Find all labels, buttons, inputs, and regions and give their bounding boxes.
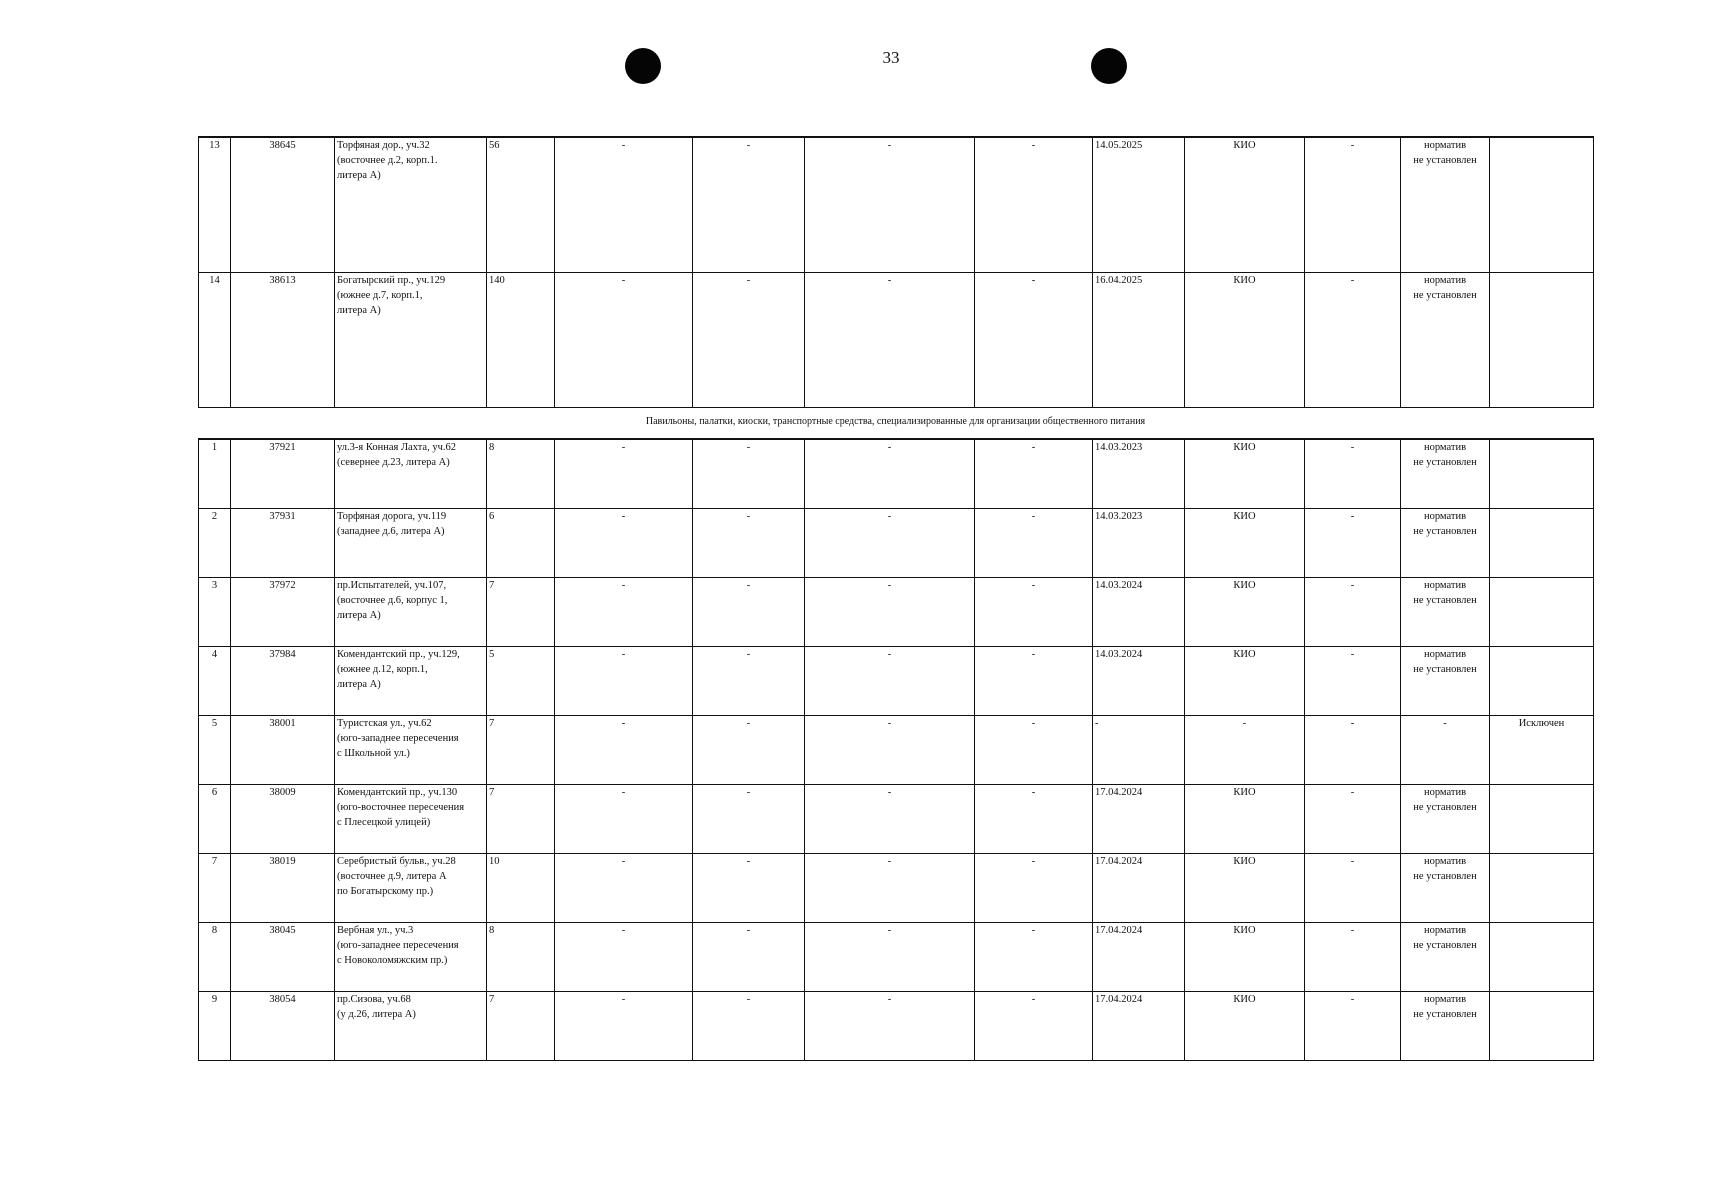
organization-cell: КИО <box>1185 784 1305 853</box>
row-number: 9 <box>199 991 231 1060</box>
status-cell <box>1490 922 1594 991</box>
address-cell-line: Комендантский пр., уч.130 <box>337 786 458 798</box>
address-cell-line: (юго-западнее пересечения <box>337 939 459 951</box>
cell-col7: - <box>805 853 975 922</box>
cell-col5: - <box>555 508 693 577</box>
cell-col8: - <box>975 508 1093 577</box>
cell-col11: - <box>1305 853 1401 922</box>
norm-note-cell <box>1401 508 1490 577</box>
cell-col5: - <box>555 922 693 991</box>
address-cell-line: с Школьной ул.) <box>337 747 410 759</box>
address-cell-line: литера А) <box>337 170 381 181</box>
row-number: 4 <box>199 646 231 715</box>
cell-col7: - <box>805 439 975 508</box>
area-value: 6 <box>487 508 555 577</box>
area-value: 7 <box>487 784 555 853</box>
address-cell <box>335 508 487 577</box>
objects-table-continued <box>198 136 1594 408</box>
date-cell: 14.03.2024 <box>1093 577 1185 646</box>
address-cell-line: (у д.26, литера А) <box>337 1008 416 1020</box>
cell-col7: - <box>805 922 975 991</box>
address-cell-line: (западнее д.6, литера А) <box>337 525 445 537</box>
date-cell: 14.03.2023 <box>1093 508 1185 577</box>
address-cell-line: Торфяная дор., уч.32 <box>337 140 430 151</box>
address-cell <box>335 646 487 715</box>
cell-col8: - <box>975 784 1093 853</box>
cell-col8: - <box>975 991 1093 1060</box>
cell-col8: - <box>975 646 1093 715</box>
date-cell: 14.03.2024 <box>1093 646 1185 715</box>
norm-note-cell-line: не установлен <box>1413 1008 1477 1020</box>
status-cell <box>1490 439 1594 508</box>
cell-col5: - <box>555 577 693 646</box>
cell-col11: - <box>1305 439 1401 508</box>
address-cell <box>335 137 487 272</box>
norm-note-cell-line: не установлен <box>1413 289 1477 301</box>
date-cell: 16.04.2025 <box>1093 272 1185 407</box>
address-cell <box>335 784 487 853</box>
status-cell <box>1490 272 1594 407</box>
norm-note-cell-line: не установлен <box>1413 525 1477 537</box>
cell-col5: - <box>555 991 693 1060</box>
table-row <box>199 137 1594 272</box>
cell-col6: - <box>693 784 805 853</box>
object-id: 37972 <box>231 577 335 646</box>
cell-col11: - <box>1305 646 1401 715</box>
address-cell-line: по Богатырскому пр.) <box>337 885 434 897</box>
cell-col5: - <box>555 137 693 272</box>
cell-col11: - <box>1305 991 1401 1060</box>
address-cell-line: Богатырский пр., уч.129 <box>337 274 446 286</box>
cell-col11: - <box>1305 508 1401 577</box>
cell-col5: - <box>555 715 693 784</box>
cell-col5: - <box>555 853 693 922</box>
cell-col7: - <box>805 991 975 1060</box>
norm-note-cell-line: норматив <box>1423 648 1467 660</box>
address-cell <box>335 853 487 922</box>
area-value: 7 <box>487 715 555 784</box>
cell-col8: - <box>975 853 1093 922</box>
area-value: 7 <box>487 991 555 1060</box>
section-caption: Павильоны, палатки, киоски, транспортные средства, специализированные для организации общественного питания <box>645 416 1146 427</box>
date-cell: 14.05.2025 <box>1093 137 1185 272</box>
address-cell-line: Серебристый бульв., уч.28 <box>337 855 456 867</box>
address-cell-line: (восточнее д.2, корп.1. <box>337 155 438 166</box>
table-row <box>199 508 1594 577</box>
cell-col7: - <box>805 272 975 407</box>
address-cell-line: (южнее д.12, корп.1, <box>337 663 428 675</box>
row-number: 1 <box>199 439 231 508</box>
cell-col6: - <box>693 137 805 272</box>
norm-note-cell-line: не установлен <box>1413 939 1477 951</box>
norm-note-cell-line: норматив <box>1423 442 1467 453</box>
norm-note-cell <box>1401 922 1490 991</box>
norm-note-cell-line: не установлен <box>1413 594 1477 606</box>
address-cell-line: литера А) <box>337 304 381 316</box>
cell-col6: - <box>693 853 805 922</box>
cell-col6: - <box>693 646 805 715</box>
address-cell-line: пр.Сизова, уч.68 <box>337 993 411 1005</box>
row-number: 2 <box>199 508 231 577</box>
object-id: 38613 <box>231 272 335 407</box>
norm-note-cell <box>1401 272 1490 407</box>
norm-note-cell <box>1401 439 1490 508</box>
organization-cell: КИО <box>1185 137 1305 272</box>
object-id: 37931 <box>231 508 335 577</box>
address-cell <box>335 272 487 407</box>
address-cell-line: Комендантский пр., уч.129, <box>337 648 460 660</box>
status-cell <box>1490 991 1594 1060</box>
address-cell-line: (юго-восточнее пересечения <box>337 801 465 813</box>
date-cell: 17.04.2024 <box>1093 991 1185 1060</box>
cell-col7: - <box>805 508 975 577</box>
organization-cell: КИО <box>1185 922 1305 991</box>
address-cell-line: (восточнее д.6, корпус 1, <box>337 594 448 606</box>
table-row <box>199 577 1594 646</box>
norm-note-cell-line: норматив <box>1423 274 1467 286</box>
cell-col8: - <box>975 577 1093 646</box>
cell-col11: - <box>1305 137 1401 272</box>
page-number: 33 <box>882 48 900 67</box>
address-cell-line: с Новоколомяжским пр.) <box>337 954 448 966</box>
cell-col7: - <box>805 646 975 715</box>
object-id: 38054 <box>231 991 335 1060</box>
status-cell <box>1490 577 1594 646</box>
row-number: 13 <box>199 137 231 272</box>
organization-cell: КИО <box>1185 853 1305 922</box>
cell-col5: - <box>555 272 693 407</box>
address-cell-line: литера А) <box>337 678 381 690</box>
address-cell <box>335 715 487 784</box>
object-id: 37984 <box>231 646 335 715</box>
cell-col5: - <box>555 784 693 853</box>
cell-col5: - <box>555 646 693 715</box>
address-cell-line: Вербная ул., уч.3 <box>337 924 414 936</box>
address-cell-line: (севернее д.23, литера А) <box>337 457 450 468</box>
cell-col8: - <box>975 137 1093 272</box>
norm-note-cell <box>1401 853 1490 922</box>
address-cell-line: (южнее д.7, корп.1, <box>337 289 423 301</box>
cell-col6: - <box>693 272 805 407</box>
table-row <box>199 272 1594 407</box>
cell-col11: - <box>1305 922 1401 991</box>
norm-note-cell-line: не установлен <box>1413 663 1477 675</box>
date-cell: 17.04.2024 <box>1093 853 1185 922</box>
cell-col6: - <box>693 508 805 577</box>
address-cell-line: Туристская ул., уч.62 <box>337 717 432 729</box>
status-cell: Исключен <box>1490 715 1594 784</box>
norm-note-cell <box>1401 715 1490 784</box>
cell-col6: - <box>693 715 805 784</box>
address-cell-line: (юго-западнее пересечения <box>337 732 459 744</box>
status-cell <box>1490 137 1594 272</box>
address-cell-line: ул.3-я Конная Лахта, уч.62 <box>337 442 456 453</box>
area-value: 7 <box>487 577 555 646</box>
cell-col6: - <box>693 991 805 1060</box>
row-number: 6 <box>199 784 231 853</box>
organization-cell: КИО <box>1185 646 1305 715</box>
table-row <box>199 439 1594 508</box>
catering-pavilions-table <box>198 438 1594 1061</box>
norm-note-cell <box>1401 784 1490 853</box>
area-value: 8 <box>487 439 555 508</box>
table-row <box>199 922 1594 991</box>
object-id: 38045 <box>231 922 335 991</box>
norm-note-cell-line: не установлен <box>1413 457 1477 468</box>
row-number: 8 <box>199 922 231 991</box>
address-cell-line: (восточнее д.9, литера А <box>337 870 447 882</box>
cell-col6: - <box>693 577 805 646</box>
cell-col6: - <box>693 922 805 991</box>
organization-cell: КИО <box>1185 991 1305 1060</box>
date-cell: 17.04.2024 <box>1093 922 1185 991</box>
date-cell: 17.04.2024 <box>1093 784 1185 853</box>
norm-note-cell-line: норматив <box>1423 786 1467 798</box>
organization-cell: КИО <box>1185 508 1305 577</box>
cell-col7: - <box>805 784 975 853</box>
address-cell-line: литера А) <box>337 609 381 621</box>
cell-col8: - <box>975 715 1093 784</box>
table-row <box>199 646 1594 715</box>
cell-col7: - <box>805 577 975 646</box>
norm-note-cell <box>1401 137 1490 272</box>
table-row <box>199 991 1594 1060</box>
cell-col11: - <box>1305 715 1401 784</box>
norm-note-cell-line: норматив <box>1423 510 1467 522</box>
norm-note-cell-line: норматив <box>1423 993 1467 1005</box>
status-cell <box>1490 853 1594 922</box>
cell-col11: - <box>1305 784 1401 853</box>
address-cell-line: пр.Испытателей, уч.107, <box>337 579 447 591</box>
norm-note-cell-line: норматив <box>1423 140 1467 151</box>
norm-note-cell-line: не установлен <box>1413 870 1477 882</box>
address-cell-line: Торфяная дорога, уч.119 <box>337 510 447 522</box>
area-value: 140 <box>487 272 555 407</box>
cell-col8: - <box>975 272 1093 407</box>
cell-col6: - <box>693 439 805 508</box>
norm-note-cell <box>1401 646 1490 715</box>
norm-note-cell-line: норматив <box>1423 855 1467 867</box>
area-value: 56 <box>487 137 555 272</box>
object-id: 38001 <box>231 715 335 784</box>
norm-note-cell-line: норматив <box>1423 924 1467 936</box>
object-id: 38645 <box>231 137 335 272</box>
status-cell <box>1490 646 1594 715</box>
cell-col11: - <box>1305 577 1401 646</box>
table-row <box>199 853 1594 922</box>
norm-note-cell <box>1401 991 1490 1060</box>
table-row <box>199 715 1594 784</box>
cell-col7: - <box>805 715 975 784</box>
area-value: 5 <box>487 646 555 715</box>
cell-col5: - <box>555 439 693 508</box>
object-id: 37921 <box>231 439 335 508</box>
area-value: 10 <box>487 853 555 922</box>
address-cell-line: с Плесецкой улицей) <box>337 816 431 828</box>
address-cell <box>335 991 487 1060</box>
date-cell: 14.03.2023 <box>1093 439 1185 508</box>
status-cell <box>1490 784 1594 853</box>
table-row <box>199 784 1594 853</box>
cell-col7: - <box>805 137 975 272</box>
organization-cell: КИО <box>1185 439 1305 508</box>
row-number: 7 <box>199 853 231 922</box>
cell-col8: - <box>975 922 1093 991</box>
cell-col11: - <box>1305 272 1401 407</box>
norm-note-cell-line: - <box>1443 717 1447 729</box>
area-value: 8 <box>487 922 555 991</box>
date-cell: - <box>1093 715 1185 784</box>
organization-cell: КИО <box>1185 272 1305 407</box>
row-number: 5 <box>199 715 231 784</box>
row-number: 14 <box>199 272 231 407</box>
object-id: 38019 <box>231 853 335 922</box>
organization-cell: КИО <box>1185 577 1305 646</box>
object-id: 38009 <box>231 784 335 853</box>
address-cell <box>335 439 487 508</box>
row-number: 3 <box>199 577 231 646</box>
norm-note-cell-line: норматив <box>1423 579 1467 591</box>
norm-note-cell-line: не установлен <box>1413 801 1477 813</box>
address-cell <box>335 577 487 646</box>
status-cell <box>1490 508 1594 577</box>
address-cell <box>335 922 487 991</box>
norm-note-cell-line: не установлен <box>1413 155 1477 166</box>
norm-note-cell <box>1401 577 1490 646</box>
organization-cell: - <box>1185 715 1305 784</box>
cell-col8: - <box>975 439 1093 508</box>
